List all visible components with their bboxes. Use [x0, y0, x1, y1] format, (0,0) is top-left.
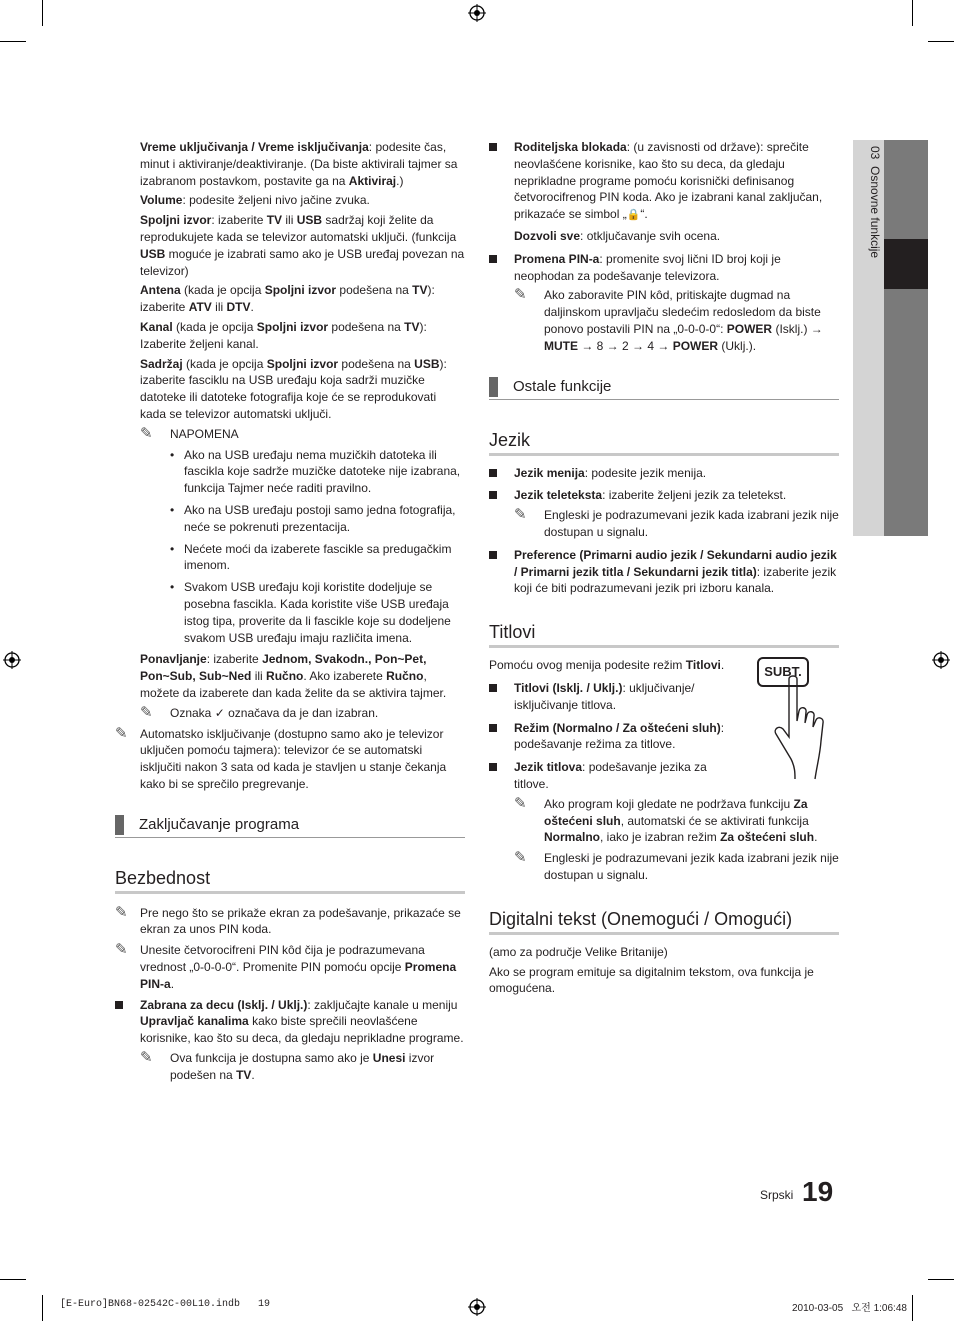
- child-lock-item: Zabrana za decu (Isklj. / Uklj.): zaključajte kanale u meniju Upravljač kanalima kako biste sprečili neovlašćene korisnike, kao što su deca, da gledaju neprikladne programe. ✎ Ova funkcija je dostupna samo ako je Unesi izvor podešen na TV.: [115, 997, 465, 1084]
- bullet-square-icon: [489, 684, 497, 692]
- note-block: ✎ NAPOMENA: [140, 424, 239, 442]
- lock-icon: 🔒: [626, 209, 641, 222]
- registration-mark-icon: [3, 651, 21, 669]
- security-note: ✎ Pre nego što se prikaže ekran za podešavanje, prikazaće se ekran za unos PIN koda.: [115, 903, 461, 937]
- parental-lock-item: Roditeljska blokada: (u zavisnosti od države): sprečite neovlašćene korisnike, kao što su deca, da gledaju neprikladne programe pomoću korisnički definisanog četvorocifrenog PIN koda. Ako je izabrani kanal zaključan, prikazaće se simbol „🔒“. Dozvoli sve: otključavanje svih ocena.: [489, 139, 839, 245]
- right-column: [489, 139, 839, 1000]
- bullet-square-icon: [489, 255, 497, 263]
- note-pencil-icon: ✎: [140, 424, 153, 442]
- child-lock-note: ✎ Ova funkcija je dostupna samo ako je Unesi izvor podešen na TV.: [140, 1049, 435, 1082]
- repeat-item: Ponavljanje: izaberite Jednom, Svakodn., Pon~Pet, Pon~Sub, Sub~Ned ili Ručno. Ako izaberete Ručno, možete da izaberete dan kada želite da se aktivira tajmer.: [140, 652, 447, 700]
- section-heading-language: Jezik: [489, 429, 839, 456]
- footer-language: Srpski: [760, 1188, 794, 1202]
- subtitles-mode-item: Režim (Normalno / Za oštećeni sluh): podešavanje režima za titlove.: [489, 720, 754, 754]
- bullet-square-icon: [489, 763, 497, 771]
- bullet-square-icon: [489, 724, 497, 732]
- note-bullet: • Svakom USB uređaju koji koristite dodeljuje se posebna fascikla. Kada koristite više USB uređaja istog tipa, proverite da li fascikle koje su dodeljene svakom USB uređaju imaju različita imena.: [170, 580, 451, 645]
- bullet-square-icon: [115, 1001, 123, 1009]
- section-heading-other: Ostale funkcije: [489, 377, 839, 400]
- note-pencil-icon: ✎: [514, 506, 527, 524]
- subtitles-intro: Pomoću ovog menija podesite režim Titlovi.: [489, 658, 725, 673]
- note-pencil-icon: ✎: [514, 286, 527, 304]
- teletext-language-item: Jezik teleteksta: izaberite željeni jezik za teletekst. ✎ Engleski je podrazumevani jezik kada izabrani jezik nije dostupan u signalu.: [489, 487, 839, 540]
- subtitles-note: ✎ Engleski je podrazumevani jezik kada izabrani jezik nije dostupan u signalu.: [514, 849, 839, 882]
- side-tab-label: 03 Osnovne funkcije: [868, 146, 882, 259]
- side-tab-marker: [884, 239, 928, 289]
- section-heading-digital-text: Digitalni tekst (Onemogući / Omogući): [489, 908, 839, 935]
- allow-all-item: Dozvoli sve: otključavanje svih ocena.: [514, 228, 721, 243]
- note-pencil-icon: ✎: [140, 1049, 153, 1067]
- volume-item: Volume: podesite željeni nivo jačine zvuka.: [140, 193, 370, 208]
- note-pencil-icon: ✎: [140, 703, 153, 721]
- bullet-square-icon: [489, 143, 497, 151]
- subt-button: SUBT.: [757, 657, 809, 687]
- auto-off-note: ✎ Automatsko isključivanje (dostupno samo ako je televizor uključen pomoću tajmera): televizor će se automatski isključiti nakon 3 sata od kada je stavljen u stanje čekanja kako bi se sprečilo pregrevanje.: [115, 724, 447, 791]
- footer-file-info: [E-Euro]BN68-02542C-00L10.indb 19: [60, 1299, 271, 1310]
- content-item: Sadržaj (kada je opcija Spoljni izvor podešena na USB): izaberite fasciklu na USB uređaju koja sadrži muzičke datoteke ili datoteke fotografija koje će se reprodukovati kada se televizor automatski uključi.: [140, 356, 447, 421]
- registration-mark-icon: [468, 4, 486, 22]
- section-heading-lock: Zaključavanje programa: [115, 815, 465, 838]
- digital-text-region: (amo za područje Velike Britanije): [489, 944, 668, 959]
- subtitles-language-item: Jezik titlova: podešavanje jezika za titlove. ✎ Ako program koji gledate ne podržava funkciju Za oštećeni sluh, automatski će se aktivirati funkcija Normalno, iako je izabran režim Za oštećeni sluh. ✎ Engleski je podrazumevani jezik kada izabrani jezik nije dostupan u signalu.: [489, 759, 839, 884]
- note-bullet: • Nećete moći da izaberete fascikle sa predugačkim imenom.: [170, 541, 452, 573]
- digital-text-description: Ako se program emituje sa digitalnim tekstom, ova funkcija je omogućena.: [489, 964, 814, 996]
- mark-note: ✎ Oznaka ✓ označava da je dan izabran.: [140, 703, 379, 721]
- preference-item: Preference (Primarni audio jezik / Sekundarni audio jezik / Primarni jezik titla / Sekundarni jezik titla): izaberite jezik koji će biti podrazumevani jezik pri izboru kanala.: [489, 547, 839, 597]
- pin-note: ✎ Ako zaboravite PIN kôd, pritiskajte dugmad na daljinskom upravljaču sledećim redosledom da biste ponovo postavili PIN na „0-0-0-0“: POWER (Isklj.) → MUTE → 8 → 2 → 4 → POWER (Uklj.).: [514, 286, 823, 353]
- bullet-square-icon: [489, 551, 497, 559]
- checkmark-icon: ✓: [214, 705, 225, 720]
- menu-language-item: Jezik menija: podesite jezik menija.: [489, 465, 839, 482]
- teletext-note: ✎ Engleski je podrazumevani jezik kada izabrani jezik nije dostupan u signalu.: [514, 506, 839, 539]
- antenna-item: Antena (kada je opcija Spoljni izvor podešena na TV): izaberite ATV ili DTV.: [140, 283, 435, 315]
- change-pin-item: Promena PIN-a: promenite svoj lični ID broj koji je neophodan za podešavanje televizora. ✎ Ako zaboravite PIN kôd, pritiskajte dugmad na daljinskom upravljaču sledećim redosledom da biste ponovo postavili PIN na „0-0-0-0“: POWER (Isklj.) → MUTE → 8 → 2 → 4 → POWER (Uklj.).: [489, 251, 839, 355]
- page-number: 19: [802, 1176, 834, 1207]
- subtitles-toggle-item: Titlovi (Isklj. / Uklj.): uključivanje/ isključivanje titlova.: [489, 680, 709, 714]
- note-pencil-icon: ✎: [115, 724, 128, 742]
- note-pencil-icon: ✎: [514, 849, 527, 867]
- footer-date: 2010-03-05 오전 1:06:48: [792, 1303, 907, 1314]
- note-bullet: • Ako na USB uređaju postoji samo jedna fotografija, neće se pokrenuti prezentacija.: [170, 502, 456, 534]
- bullet-square-icon: [489, 469, 497, 477]
- channel-item: Kanal (kada je opcija Spoljni izvor podešena na TV): Izaberite željeni kanal.: [140, 319, 427, 351]
- registration-mark-icon: [932, 651, 950, 669]
- note-pencil-icon: ✎: [115, 903, 128, 921]
- left-column: [115, 139, 465, 1088]
- subtitles-note: ✎ Ako program koji gledate ne podržava funkciju Za oštećeni sluh, automatski će se aktivirati funkcija Normalno, iako je izabran režim Za oštećeni sluh.: [514, 794, 818, 845]
- note-bullet: • Ako na USB uređaju nema muzičkih datoteka ili fascikla koje sadrže muzičke datoteke nije izabrana, funkcija Tajmer neće raditi pravilno.: [170, 447, 461, 496]
- bullet-square-icon: [489, 491, 497, 499]
- side-tab-bar: [884, 140, 928, 536]
- note-pencil-icon: ✎: [514, 794, 527, 812]
- security-note: ✎ Unesite četvorocifreni PIN kôd čija je podrazumevana vrednost „0-0-0-0“. Promenite PIN pomoću opcije Promena PIN-a.: [115, 941, 457, 991]
- note-pencil-icon: ✎: [115, 941, 128, 959]
- section-heading-security: Bezbednost: [115, 867, 465, 894]
- source-item: Spoljni izvor: izaberite TV ili USB sadržaj koji želite da reprodukujete kada se televizor automatski uključi. (funkcija USB moguće je izabrati samo ako je USB uređaj povezan na televizor): [140, 213, 465, 278]
- registration-mark-icon: [468, 1298, 486, 1316]
- timer-item: Vreme uključivanja / Vreme isključivanja: podesite čas, minut i aktiviranje/deaktiviranje. (Da biste aktivirali tajmer sa izabranom postavkom, postavite ga na Aktiviraj.): [140, 140, 458, 188]
- section-heading-subtitles: Titlovi: [489, 621, 839, 648]
